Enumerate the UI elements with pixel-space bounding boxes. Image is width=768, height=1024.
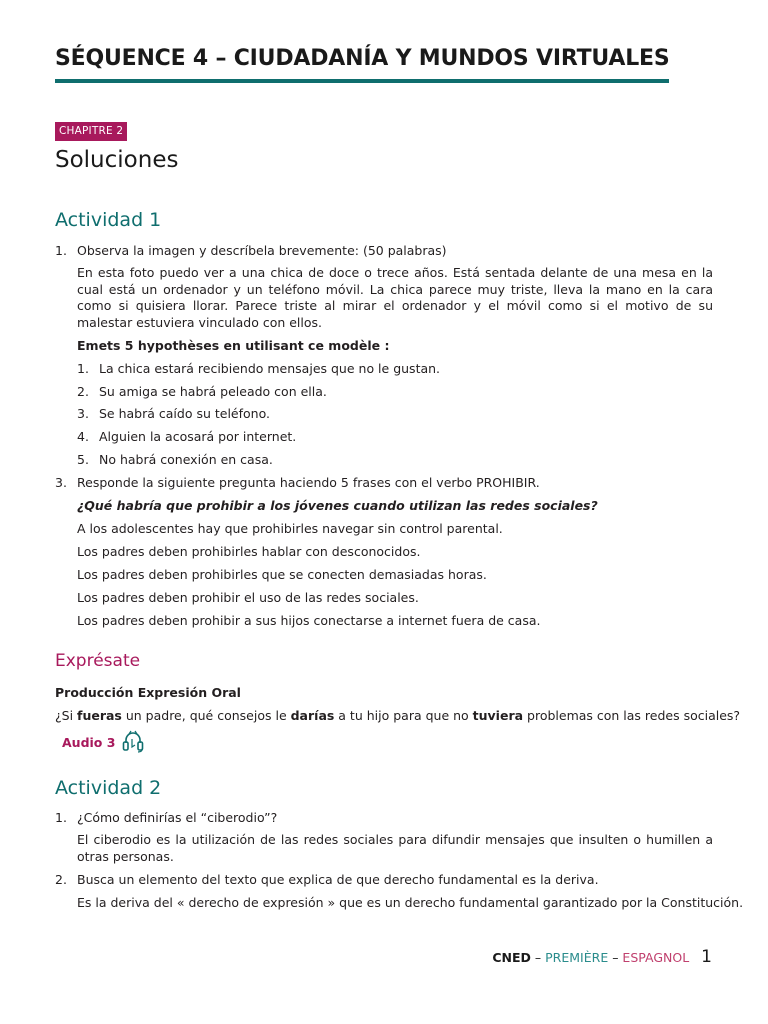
answer-line: Los padres deben prohibir a sus hijos conectarse a internet fuera de casa.: [77, 613, 541, 628]
actividad2-question-2: [55, 872, 599, 889]
chapter-badge: CHAPITRE 2: [55, 122, 127, 141]
expresate-heading: Exprésate: [55, 651, 141, 671]
question-emphasis: tuviera: [472, 708, 524, 723]
actividad1-question-1: [55, 243, 447, 260]
question-emphasis: darías: [290, 708, 335, 723]
headphones-icon[interactable]: [120, 730, 146, 754]
actividad2-answer-1: El ciberodio es la utilización de las redes sociales para difundir mensajes que insulten o humillen a otras personas.: [77, 832, 713, 864]
question-text: Busca un elemento del texto que explica de que derecho fundamental es la deriva.: [77, 872, 599, 887]
actividad1-answer-1: En esta foto puedo ver a una chica de doce o trece años. Está sentada delante de una mesa en la cual está un ordenador y un teléfono móvil. La chica parece muy triste, lleva la mano en la cara como si quisiera llorar. Parece triste al mirar el ordenador y el móvil como si el motivo de su malestar estuviera vinculado con ellos.: [77, 265, 713, 330]
footer-publisher: CNED: [492, 950, 531, 965]
footer-level: PREMIÈRE: [545, 950, 609, 965]
answer-line: A los adolescentes hay que prohibirles navegar sin control parental.: [77, 521, 503, 536]
question-part: un padre, qué consejos le: [121, 708, 291, 723]
actividad2-answer-2: Es la deriva del « derecho de expresión » que es un derecho fundamental garantizado por la Constitución.: [77, 895, 744, 910]
expresate-question: [55, 708, 740, 725]
hypotheses-title: Emets 5 hypothèses en utilisant ce modèle :: [77, 338, 390, 353]
question-prompt: ¿Qué habría que prohibir a los jóvenes cuando utilizan las redes sociales?: [77, 498, 598, 513]
item-number: 4.: [77, 429, 89, 444]
footer-separator: –: [608, 950, 623, 965]
list-item: [77, 452, 273, 469]
item-number: 3.: [77, 406, 89, 421]
list-item: [77, 384, 327, 401]
page-number: 1: [701, 947, 712, 967]
footer-separator: –: [530, 950, 546, 965]
item-text: Alguien la acosará por internet.: [99, 429, 297, 444]
question-text: Responde la siguiente pregunta haciendo 5 frases con el verbo PROHIBIR.: [77, 475, 540, 490]
question-emphasis: fueras: [77, 708, 122, 723]
question-part: a tu hijo para que no: [334, 708, 473, 723]
list-item: [77, 406, 270, 423]
list-item: [77, 429, 296, 446]
footer-subject: ESPAGNOL: [622, 950, 690, 965]
question-number: 1.: [55, 243, 67, 258]
expresate-subheading: Producción Expresión Oral: [55, 685, 241, 700]
question-part: problemas con las redes sociales?: [523, 708, 741, 723]
item-text: No habrá conexión en casa.: [99, 452, 273, 467]
title-divider: [55, 79, 669, 83]
list-item: [77, 361, 440, 378]
actividad2-question-1: [55, 810, 277, 827]
actividad2-heading: Actividad 2: [55, 777, 162, 799]
item-text: La chica estará recibiendo mensajes que no le gustan.: [99, 361, 441, 376]
answer-line: Los padres deben prohibir el uso de las redes sociales.: [77, 590, 419, 605]
actividad1-question-3: [55, 475, 540, 492]
audio-label[interactable]: Audio 3: [62, 734, 116, 750]
answer-line: Los padres deben prohibirles que se conecten demasiadas horas.: [77, 567, 487, 582]
actividad1-heading: Actividad 1: [55, 209, 162, 231]
audio-link[interactable]: [62, 730, 146, 754]
item-number: 5.: [77, 452, 89, 467]
question-part: ¿Si: [55, 708, 78, 723]
question-number: 1.: [55, 810, 67, 825]
item-number: 1.: [77, 361, 89, 376]
question-text: Observa la imagen y descríbela brevemente: (50 palabras): [77, 243, 447, 258]
page-heading: Soluciones: [55, 147, 179, 173]
sequence-title: SÉQUENCE 4 – CIUDADANÍA Y MUNDOS VIRTUALES: [55, 46, 670, 71]
answer-line: Los padres deben prohibirles hablar con desconocidos.: [77, 544, 421, 559]
question-text: ¿Cómo definirías el “ciberodio”?: [77, 810, 278, 825]
page-footer: [492, 947, 712, 967]
question-number: 3.: [55, 475, 67, 490]
item-text: Se habrá caído su teléfono.: [99, 406, 270, 421]
item-number: 2.: [77, 384, 89, 399]
item-text: Su amiga se habrá peleado con ella.: [99, 384, 327, 399]
question-number: 2.: [55, 872, 67, 887]
